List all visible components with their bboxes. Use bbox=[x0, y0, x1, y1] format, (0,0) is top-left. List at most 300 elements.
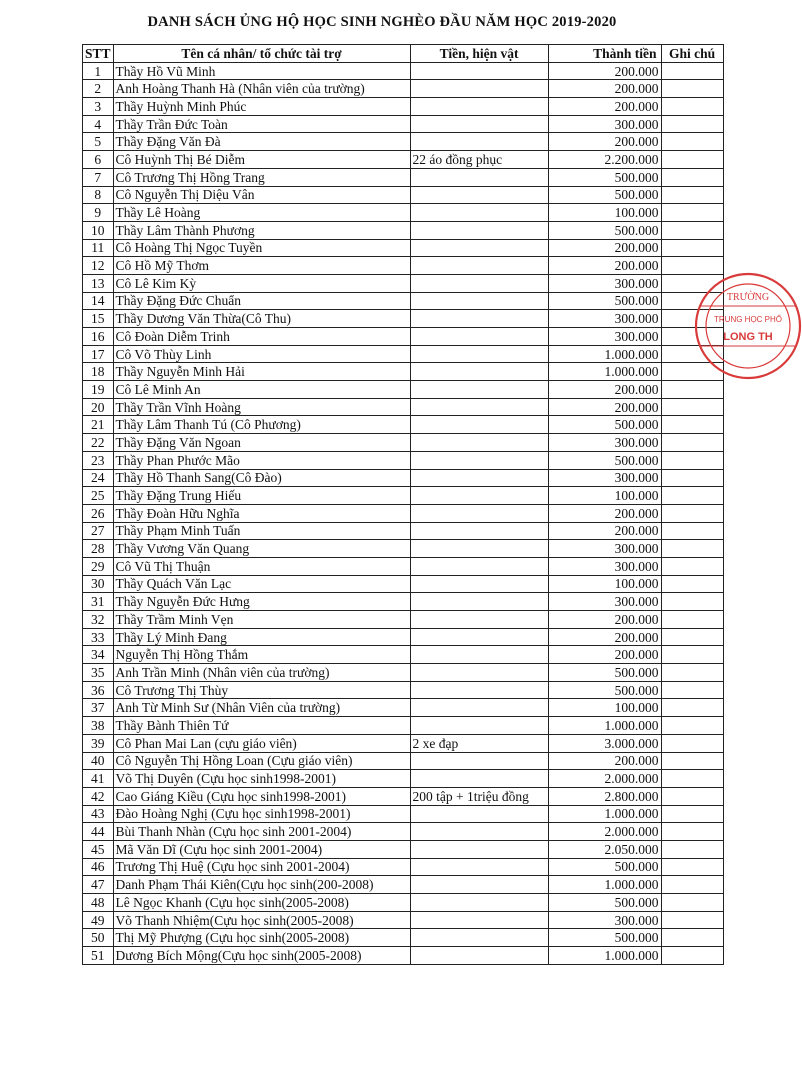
row-name: Võ Thanh Nhiệm(Cựu học sinh(2005-2008) bbox=[113, 911, 410, 929]
row-stt: 39 bbox=[83, 734, 114, 752]
row-item bbox=[410, 487, 548, 505]
row-item bbox=[410, 540, 548, 558]
row-name: Võ Thị Duyên (Cựu học sinh1998-2001) bbox=[113, 770, 410, 788]
row-stt: 38 bbox=[83, 717, 114, 735]
table-row bbox=[83, 186, 724, 204]
row-name: Anh Hoàng Thanh Hà (Nhân viên của trường) bbox=[113, 80, 410, 98]
row-item bbox=[410, 876, 548, 894]
row-stt: 42 bbox=[83, 787, 114, 805]
table-row bbox=[83, 434, 724, 452]
row-item bbox=[410, 239, 548, 257]
row-amount: 1.000.000 bbox=[548, 947, 661, 965]
row-name: Dương Bích Mộng(Cựu học sinh(2005-2008) bbox=[113, 947, 410, 965]
row-name: Thầy Vương Văn Quang bbox=[113, 540, 410, 558]
row-amount: 300.000 bbox=[548, 434, 661, 452]
row-note bbox=[661, 416, 723, 434]
row-note bbox=[661, 894, 723, 912]
row-name: Thầy Bành Thiên Tứ bbox=[113, 717, 410, 735]
row-item bbox=[410, 504, 548, 522]
row-stt: 34 bbox=[83, 646, 114, 664]
row-note bbox=[661, 115, 723, 133]
table-row bbox=[83, 451, 724, 469]
row-note bbox=[661, 717, 723, 735]
row-amount: 3.000.000 bbox=[548, 734, 661, 752]
row-amount: 300.000 bbox=[548, 911, 661, 929]
row-name: Thầy Đoàn Hữu Nghĩa bbox=[113, 504, 410, 522]
table-row bbox=[83, 168, 724, 186]
table-row bbox=[83, 363, 724, 381]
table-row bbox=[83, 257, 724, 275]
row-stt: 1 bbox=[83, 62, 114, 80]
row-item bbox=[410, 469, 548, 487]
row-item: 200 tập + 1triệu đồng bbox=[410, 787, 548, 805]
table-row bbox=[83, 540, 724, 558]
row-item bbox=[410, 699, 548, 717]
table-row bbox=[83, 381, 724, 399]
table-row bbox=[83, 416, 724, 434]
row-amount: 500.000 bbox=[548, 894, 661, 912]
row-stt: 27 bbox=[83, 522, 114, 540]
row-name: Thầy Dương Văn Thừa(Cô Thu) bbox=[113, 310, 410, 328]
table-row bbox=[83, 929, 724, 947]
row-note bbox=[661, 787, 723, 805]
row-name: Thầy Trầm Minh Vẹn bbox=[113, 611, 410, 629]
row-note bbox=[661, 451, 723, 469]
row-amount: 200.000 bbox=[548, 133, 661, 151]
row-stt: 22 bbox=[83, 434, 114, 452]
table-row bbox=[83, 115, 724, 133]
table-row bbox=[83, 770, 724, 788]
table-row bbox=[83, 575, 724, 593]
row-name: Thầy Hồ Thanh Sang(Cô Đào) bbox=[113, 469, 410, 487]
row-item bbox=[410, 911, 548, 929]
row-amount: 1.000.000 bbox=[548, 876, 661, 894]
row-stt: 21 bbox=[83, 416, 114, 434]
row-amount: 100.000 bbox=[548, 699, 661, 717]
row-note bbox=[661, 734, 723, 752]
row-stt: 44 bbox=[83, 823, 114, 841]
row-note bbox=[661, 840, 723, 858]
row-amount: 1.000.000 bbox=[548, 363, 661, 381]
row-amount: 200.000 bbox=[548, 62, 661, 80]
row-name: Lê Ngọc Khanh (Cựu học sinh(2005-2008) bbox=[113, 894, 410, 912]
row-amount: 500.000 bbox=[548, 929, 661, 947]
row-stt: 35 bbox=[83, 664, 114, 682]
row-amount: 200.000 bbox=[548, 504, 661, 522]
row-note bbox=[661, 947, 723, 965]
row-stt: 10 bbox=[83, 221, 114, 239]
table-row bbox=[83, 646, 724, 664]
row-note bbox=[661, 540, 723, 558]
table-row bbox=[83, 858, 724, 876]
table-row bbox=[83, 292, 724, 310]
row-item bbox=[410, 363, 548, 381]
row-name: Thầy Huỳnh Minh Phúc bbox=[113, 98, 410, 116]
row-stt: 47 bbox=[83, 876, 114, 894]
row-stt: 3 bbox=[83, 98, 114, 116]
table-row bbox=[83, 593, 724, 611]
row-name: Anh Trần Minh (Nhân viên của trường) bbox=[113, 664, 410, 682]
row-item: 2 xe đạp bbox=[410, 734, 548, 752]
row-amount: 300.000 bbox=[548, 469, 661, 487]
row-note bbox=[661, 593, 723, 611]
row-note bbox=[661, 664, 723, 682]
svg-text:LONG TH: LONG TH bbox=[723, 331, 773, 343]
row-name: Cô Đoàn Diễm Trinh bbox=[113, 328, 410, 346]
row-stt: 51 bbox=[83, 947, 114, 965]
row-stt: 5 bbox=[83, 133, 114, 151]
row-item bbox=[410, 611, 548, 629]
row-note bbox=[661, 611, 723, 629]
row-item bbox=[410, 133, 548, 151]
header-item: Tiền, hiện vật bbox=[410, 45, 548, 63]
document-title: DANH SÁCH ỦNG HỘ HỌC SINH NGHÈO ĐẦU NĂM HỌC 2019-2020 bbox=[147, 14, 617, 30]
row-item bbox=[410, 310, 548, 328]
row-name: Thầy Quách Văn Lạc bbox=[113, 575, 410, 593]
row-item bbox=[410, 292, 548, 310]
table-row bbox=[83, 894, 724, 912]
table-row bbox=[83, 504, 724, 522]
row-name: Nguyễn Thị Hồng Thắm bbox=[113, 646, 410, 664]
table-row bbox=[83, 805, 724, 823]
row-amount: 2.000.000 bbox=[548, 823, 661, 841]
table-row bbox=[83, 681, 724, 699]
row-amount: 500.000 bbox=[548, 292, 661, 310]
row-stt: 19 bbox=[83, 381, 114, 399]
row-note bbox=[661, 770, 723, 788]
row-item bbox=[410, 894, 548, 912]
row-amount: 200.000 bbox=[548, 239, 661, 257]
row-stt: 26 bbox=[83, 504, 114, 522]
row-name: Cao Giáng Kiều (Cựu học sinh1998-2001) bbox=[113, 787, 410, 805]
row-stt: 48 bbox=[83, 894, 114, 912]
row-amount: 200.000 bbox=[548, 98, 661, 116]
row-amount: 200.000 bbox=[548, 752, 661, 770]
row-amount: 500.000 bbox=[548, 221, 661, 239]
row-note bbox=[661, 805, 723, 823]
row-stt: 2 bbox=[83, 80, 114, 98]
table-row bbox=[83, 734, 724, 752]
row-note bbox=[661, 221, 723, 239]
row-amount: 300.000 bbox=[548, 115, 661, 133]
table-row bbox=[83, 151, 724, 169]
row-item bbox=[410, 557, 548, 575]
row-item bbox=[410, 345, 548, 363]
row-name: Thầy Lâm Thành Phương bbox=[113, 221, 410, 239]
row-item bbox=[410, 947, 548, 965]
table-row bbox=[83, 787, 724, 805]
table-row bbox=[83, 274, 724, 292]
row-stt: 37 bbox=[83, 699, 114, 717]
row-amount: 100.000 bbox=[548, 204, 661, 222]
row-amount: 500.000 bbox=[548, 186, 661, 204]
row-name: Cô Vũ Thị Thuận bbox=[113, 557, 410, 575]
row-amount: 300.000 bbox=[548, 274, 661, 292]
row-stt: 41 bbox=[83, 770, 114, 788]
row-note bbox=[661, 98, 723, 116]
row-name: Thầy Lâm Thanh Tú (Cô Phương) bbox=[113, 416, 410, 434]
table-row bbox=[83, 876, 724, 894]
row-amount: 300.000 bbox=[548, 310, 661, 328]
row-amount: 2.200.000 bbox=[548, 151, 661, 169]
row-item bbox=[410, 80, 548, 98]
row-amount: 300.000 bbox=[548, 540, 661, 558]
row-stt: 46 bbox=[83, 858, 114, 876]
table-row bbox=[83, 345, 724, 363]
row-note bbox=[661, 646, 723, 664]
row-item bbox=[410, 628, 548, 646]
row-item bbox=[410, 168, 548, 186]
table-row bbox=[83, 80, 724, 98]
row-name: Cô Lê Minh An bbox=[113, 381, 410, 399]
row-item bbox=[410, 416, 548, 434]
row-stt: 6 bbox=[83, 151, 114, 169]
row-name: Cô Trương Thị Thùy bbox=[113, 681, 410, 699]
row-note bbox=[661, 575, 723, 593]
svg-text:TRUNG HỌC PHỔ: TRUNG HỌC PHỔ bbox=[714, 315, 782, 324]
row-stt: 12 bbox=[83, 257, 114, 275]
row-stt: 28 bbox=[83, 540, 114, 558]
row-item bbox=[410, 204, 548, 222]
row-name: Thầy Trần Vĩnh Hoàng bbox=[113, 398, 410, 416]
row-amount: 300.000 bbox=[548, 328, 661, 346]
row-stt: 50 bbox=[83, 929, 114, 947]
row-item bbox=[410, 823, 548, 841]
row-amount: 1.000.000 bbox=[548, 717, 661, 735]
table-row bbox=[83, 133, 724, 151]
header-stt: STT bbox=[83, 45, 114, 63]
row-item bbox=[410, 646, 548, 664]
row-stt: 36 bbox=[83, 681, 114, 699]
row-amount: 500.000 bbox=[548, 681, 661, 699]
row-name: Thầy Lý Minh Đang bbox=[113, 628, 410, 646]
row-item bbox=[410, 681, 548, 699]
row-item bbox=[410, 522, 548, 540]
row-name: Thầy Đặng Văn Ngoan bbox=[113, 434, 410, 452]
table-row bbox=[83, 239, 724, 257]
row-item bbox=[410, 257, 548, 275]
row-item bbox=[410, 221, 548, 239]
row-note bbox=[661, 752, 723, 770]
row-amount: 200.000 bbox=[548, 381, 661, 399]
table-row bbox=[83, 328, 724, 346]
row-name: Thầy Hồ Vũ Minh bbox=[113, 62, 410, 80]
table-row bbox=[83, 840, 724, 858]
row-item bbox=[410, 929, 548, 947]
row-stt: 23 bbox=[83, 451, 114, 469]
row-amount: 200.000 bbox=[548, 646, 661, 664]
row-name: Thầy Nguyễn Minh Hải bbox=[113, 363, 410, 381]
row-item bbox=[410, 805, 548, 823]
table-row bbox=[83, 664, 724, 682]
row-stt: 9 bbox=[83, 204, 114, 222]
row-name: Cô Hoàng Thị Ngọc Tuyền bbox=[113, 239, 410, 257]
header-amount: Thành tiền bbox=[548, 45, 661, 63]
row-amount: 500.000 bbox=[548, 168, 661, 186]
row-name: Đào Hoàng Nghị (Cựu học sinh1998-2001) bbox=[113, 805, 410, 823]
row-name: Cô Nguyễn Thị Diệu Vân bbox=[113, 186, 410, 204]
row-note bbox=[661, 239, 723, 257]
row-amount: 2.000.000 bbox=[548, 770, 661, 788]
row-amount: 2.800.000 bbox=[548, 787, 661, 805]
row-item bbox=[410, 115, 548, 133]
row-item bbox=[410, 186, 548, 204]
row-stt: 4 bbox=[83, 115, 114, 133]
row-note bbox=[661, 522, 723, 540]
row-note bbox=[661, 858, 723, 876]
row-stt: 32 bbox=[83, 611, 114, 629]
row-item bbox=[410, 62, 548, 80]
row-note bbox=[661, 204, 723, 222]
row-item bbox=[410, 434, 548, 452]
table-row bbox=[83, 628, 724, 646]
row-note bbox=[661, 62, 723, 80]
row-amount: 300.000 bbox=[548, 593, 661, 611]
row-item: 22 áo đồng phục bbox=[410, 151, 548, 169]
table-row bbox=[83, 469, 724, 487]
row-stt: 29 bbox=[83, 557, 114, 575]
header-note: Ghi chú bbox=[661, 45, 723, 63]
row-amount: 200.000 bbox=[548, 522, 661, 540]
row-amount: 100.000 bbox=[548, 487, 661, 505]
row-amount: 200.000 bbox=[548, 398, 661, 416]
row-stt: 16 bbox=[83, 328, 114, 346]
row-stt: 15 bbox=[83, 310, 114, 328]
svg-text:TRƯỜNG: TRƯỜNG bbox=[726, 292, 770, 303]
row-stt: 20 bbox=[83, 398, 114, 416]
row-name: Cô Phan Mai Lan (cựu giáo viên) bbox=[113, 734, 410, 752]
row-amount: 500.000 bbox=[548, 858, 661, 876]
table-row bbox=[83, 398, 724, 416]
row-item bbox=[410, 858, 548, 876]
row-name: Cô Huỳnh Thị Bé Diễm bbox=[113, 151, 410, 169]
row-stt: 31 bbox=[83, 593, 114, 611]
row-stt: 14 bbox=[83, 292, 114, 310]
row-note bbox=[661, 151, 723, 169]
row-note bbox=[661, 628, 723, 646]
row-amount: 100.000 bbox=[548, 575, 661, 593]
row-note bbox=[661, 823, 723, 841]
row-amount: 500.000 bbox=[548, 416, 661, 434]
row-item bbox=[410, 398, 548, 416]
row-item bbox=[410, 717, 548, 735]
row-stt: 30 bbox=[83, 575, 114, 593]
row-stt: 18 bbox=[83, 363, 114, 381]
row-note bbox=[661, 876, 723, 894]
row-note bbox=[661, 80, 723, 98]
row-name: Cô Lê Kim Kỳ bbox=[113, 274, 410, 292]
table-row bbox=[83, 717, 724, 735]
row-name: Cô Nguyễn Thị Hồng Loan (Cựu giáo viên) bbox=[113, 752, 410, 770]
row-name: Anh Từ Minh Sư (Nhân Viên của trường) bbox=[113, 699, 410, 717]
table-row bbox=[83, 221, 724, 239]
row-name: Cô Võ Thùy Linh bbox=[113, 345, 410, 363]
row-name: Thầy Đặng Trung Hiếu bbox=[113, 487, 410, 505]
table-row bbox=[83, 310, 724, 328]
row-name: Thầy Đặng Đức Chuẩn bbox=[113, 292, 410, 310]
row-name: Danh Phạm Thái Kiên(Cựu học sinh(200-2008) bbox=[113, 876, 410, 894]
table-row bbox=[83, 557, 724, 575]
table-row bbox=[83, 823, 724, 841]
header-name: Tên cá nhân/ tổ chức tài trợ bbox=[113, 45, 410, 63]
row-name: Thầy Đặng Văn Đà bbox=[113, 133, 410, 151]
row-note bbox=[661, 469, 723, 487]
row-stt: 8 bbox=[83, 186, 114, 204]
row-note bbox=[661, 487, 723, 505]
row-item bbox=[410, 840, 548, 858]
row-item bbox=[410, 328, 548, 346]
row-amount: 1.000.000 bbox=[548, 805, 661, 823]
row-name: Thị Mỹ Phượng (Cựu học sinh(2005-2008) bbox=[113, 929, 410, 947]
table-body bbox=[83, 62, 724, 964]
table-row bbox=[83, 487, 724, 505]
school-seal-stamp bbox=[692, 266, 802, 386]
table-row bbox=[83, 699, 724, 717]
row-stt: 43 bbox=[83, 805, 114, 823]
row-stt: 25 bbox=[83, 487, 114, 505]
row-name: Thầy Phạm Minh Tuấn bbox=[113, 522, 410, 540]
row-note bbox=[661, 557, 723, 575]
row-note bbox=[661, 929, 723, 947]
row-amount: 500.000 bbox=[548, 451, 661, 469]
row-note bbox=[661, 434, 723, 452]
row-note bbox=[661, 504, 723, 522]
row-amount: 300.000 bbox=[548, 557, 661, 575]
row-name: Cô Hồ Mỹ Thơm bbox=[113, 257, 410, 275]
row-item bbox=[410, 381, 548, 399]
row-note bbox=[661, 168, 723, 186]
row-note bbox=[661, 911, 723, 929]
row-amount: 200.000 bbox=[548, 80, 661, 98]
table-row bbox=[83, 62, 724, 80]
table-row bbox=[83, 98, 724, 116]
row-amount: 1.000.000 bbox=[548, 345, 661, 363]
row-item bbox=[410, 593, 548, 611]
table-row bbox=[83, 522, 724, 540]
row-item bbox=[410, 98, 548, 116]
row-name: Thầy Phan Phước Mão bbox=[113, 451, 410, 469]
table-row bbox=[83, 204, 724, 222]
row-stt: 40 bbox=[83, 752, 114, 770]
row-name: Cô Trương Thị Hồng Trang bbox=[113, 168, 410, 186]
row-stt: 17 bbox=[83, 345, 114, 363]
row-name: Thầy Nguyễn Đức Hưng bbox=[113, 593, 410, 611]
row-note bbox=[661, 186, 723, 204]
row-name: Mã Văn Dĩ (Cựu học sinh 2001-2004) bbox=[113, 840, 410, 858]
row-amount: 200.000 bbox=[548, 611, 661, 629]
donor-table bbox=[82, 44, 724, 965]
row-item bbox=[410, 752, 548, 770]
row-name: Thầy Lê Hoàng bbox=[113, 204, 410, 222]
table-header-row bbox=[83, 45, 724, 63]
row-amount: 200.000 bbox=[548, 257, 661, 275]
row-amount: 2.050.000 bbox=[548, 840, 661, 858]
row-note bbox=[661, 699, 723, 717]
row-stt: 45 bbox=[83, 840, 114, 858]
row-stt: 49 bbox=[83, 911, 114, 929]
table-row bbox=[83, 611, 724, 629]
row-note bbox=[661, 398, 723, 416]
table-row bbox=[83, 752, 724, 770]
row-stt: 24 bbox=[83, 469, 114, 487]
row-stt: 33 bbox=[83, 628, 114, 646]
row-note bbox=[661, 133, 723, 151]
row-item bbox=[410, 274, 548, 292]
row-amount: 200.000 bbox=[548, 628, 661, 646]
row-item bbox=[410, 770, 548, 788]
row-note bbox=[661, 681, 723, 699]
row-stt: 7 bbox=[83, 168, 114, 186]
